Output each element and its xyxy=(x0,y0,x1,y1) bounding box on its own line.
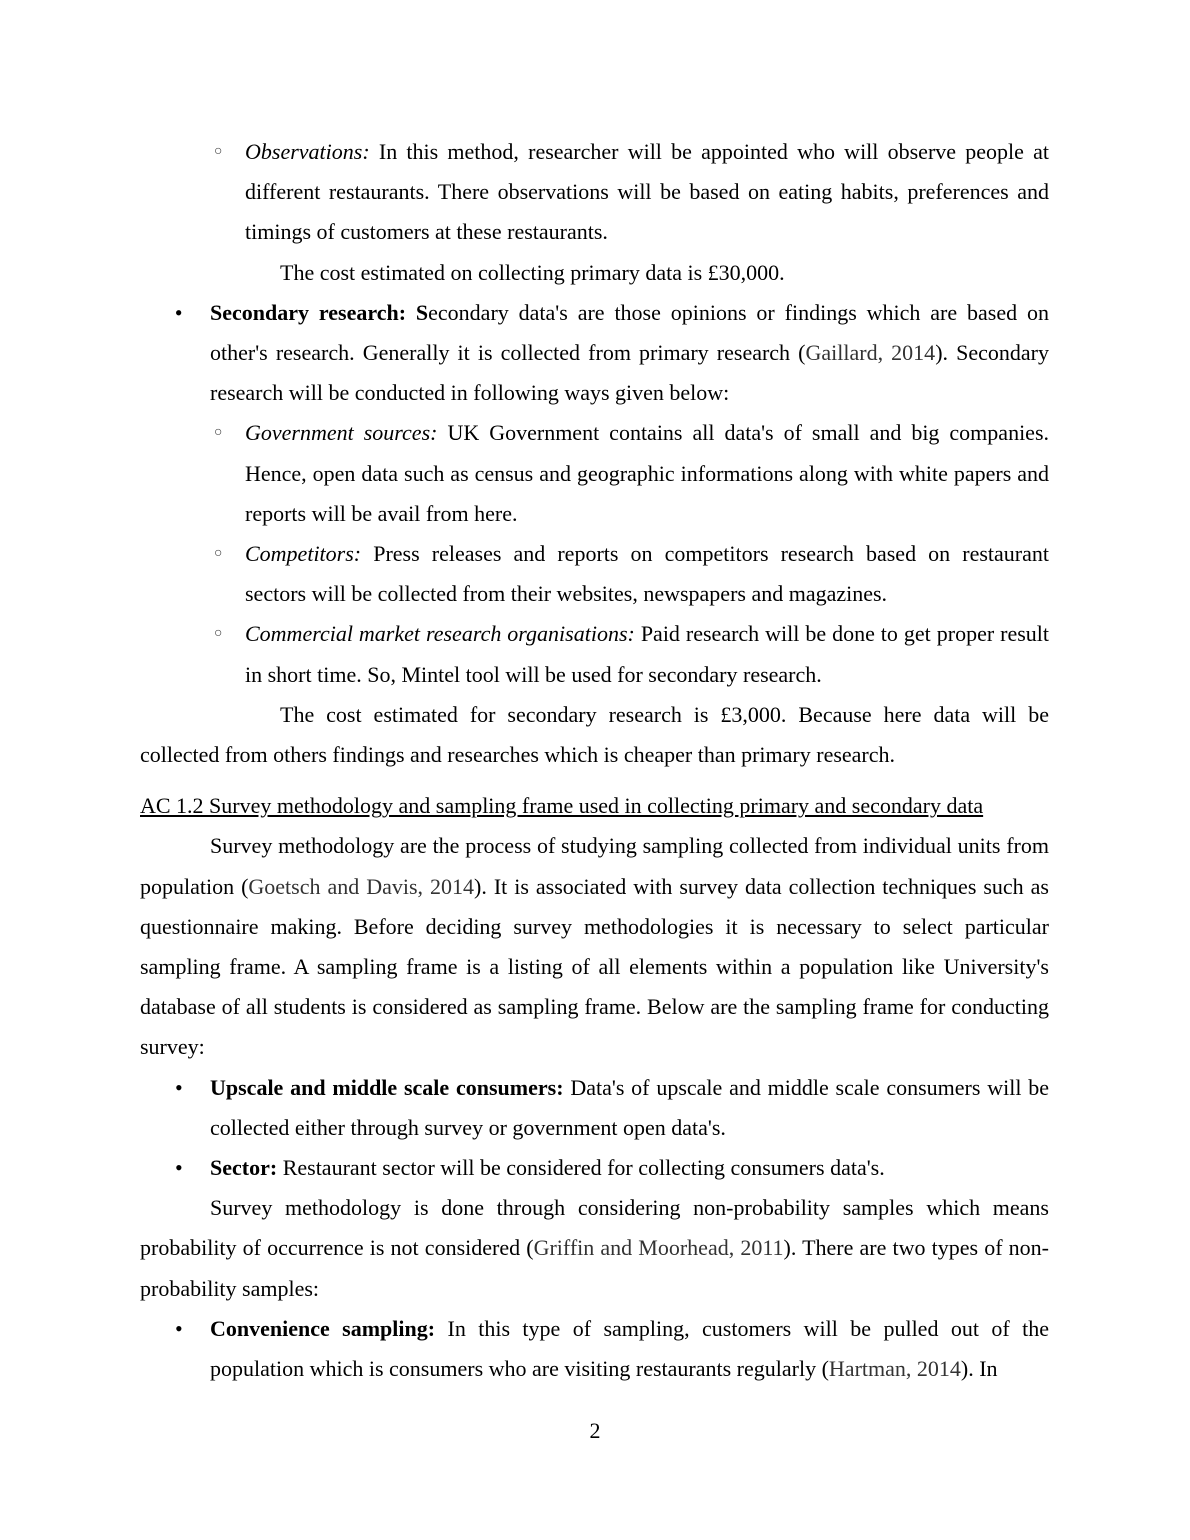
citation: Gaillard, 2014 xyxy=(805,340,936,366)
bullet-sector xyxy=(175,1148,1049,1188)
convenience-label: Convenience sampling: xyxy=(210,1315,436,1341)
secondary-research-text-end: ). Secondary research will be conducted in following ways given below: xyxy=(210,340,1049,406)
government-text: UK Government contains all data's of small and big companies. Hence, open data such as census and geographic informations along with white papers and reports will be avail from here. xyxy=(245,420,1050,526)
survey-text: Survey methodology are the process of studying sampling collected from individual units from population ( xyxy=(140,833,1049,899)
hollow-bullet-icon: ○ xyxy=(214,425,223,441)
sub-item-competitors xyxy=(214,534,1049,614)
convenience-text: In this type of sampling, customers will be pulled out of the population which is consumers who are visiting restaurants regularly ( xyxy=(210,1315,1049,1382)
nonprob-text: Survey methodology is done through considering non-probability samples which means probability of occurrence is not considered ( xyxy=(140,1195,1049,1261)
observations-text: In this method, researcher will be appointed who will observe people at different restaurants. There observations will be based on eating habits, preferences and timings of customers at these restaurants. xyxy=(245,139,1049,245)
commercial-label: Commercial market research organisations: xyxy=(245,621,635,647)
upscale-label: Upscale and middle scale consumers: xyxy=(210,1074,564,1100)
sub-item-commercial xyxy=(214,614,1050,694)
document-body xyxy=(140,132,1049,1389)
filled-bullet-icon: • xyxy=(169,299,188,326)
section-heading-ac12: AC 1.2 Survey methodology and sampling frame used in collecting primary and secondary data xyxy=(140,793,984,819)
sector-text: Restaurant sector will be considered for collecting consumers data's. xyxy=(277,1155,885,1181)
page-number: 2 xyxy=(589,1418,601,1443)
non-probability-paragraph xyxy=(140,1188,1049,1309)
bullet-upscale-consumers xyxy=(175,1068,1049,1148)
hollow-bullet-icon: ○ xyxy=(214,626,223,642)
hollow-bullet-icon: ○ xyxy=(214,546,223,562)
convenience-text-end: ). In xyxy=(960,1356,998,1382)
sub-item-observations xyxy=(214,132,1049,253)
filled-bullet-icon: • xyxy=(175,1155,183,1181)
survey-methodology-paragraph xyxy=(140,826,1049,1067)
filled-bullet-icon: • xyxy=(175,1074,183,1100)
survey-text-end: ). It is associated with survey data collection techniques such as questionnaire making. Before deciding survey methodologies it is necessary to select particular sampling frame. A sampling frame is a listing of all elements within a population like University's database of all students is considered as sampling frame. Below are the sampling frame for conducting survey: xyxy=(140,873,1049,1060)
competitors-text: Press releases and reports on competitors research based on restaurant sectors will be collected from their websites, newspapers and magazines. xyxy=(245,541,1049,607)
secondary-research-label: Secondary research: S xyxy=(210,299,429,325)
commercial-text: Paid research will be done to get proper result in short time. So, Mintel tool will be used for secondary research. xyxy=(245,621,1050,687)
secondary-research-text: econdary data's are those opinions or findings which are based on other's research. Generally it is collected from primary research ( xyxy=(210,299,1049,366)
secondary-cost-paragraph: The cost estimated for secondary research is £3,000. Because here data will be collected from others findings and researches which is cheaper than primary research. xyxy=(140,701,1049,768)
bullet-convenience-sampling xyxy=(175,1309,1049,1389)
competitors-label: Competitors: xyxy=(245,541,362,567)
primary-cost-paragraph: The cost estimated on collecting primary data is £30,000. xyxy=(280,259,785,285)
upscale-text: Data's of upscale and middle scale consumers will be collected either through survey or government open data's. xyxy=(210,1074,1049,1140)
sub-item-government xyxy=(214,413,1050,534)
hollow-bullet-icon: ○ xyxy=(214,144,223,159)
nonprob-text-end: ). There are two types of non-probability samples: xyxy=(140,1235,1050,1301)
citation: Goetsch and Davis, 2014 xyxy=(248,873,475,899)
government-label: Government sources: xyxy=(245,420,438,446)
citation: Hartman, 2014 xyxy=(828,1356,961,1382)
citation: Griffin and Moorhead, 2011 xyxy=(533,1235,784,1261)
observations-label: Observations: xyxy=(245,139,370,164)
bullet-secondary-research xyxy=(169,293,1049,414)
filled-bullet-icon: • xyxy=(175,1315,183,1341)
sector-label: Sector: xyxy=(210,1155,278,1181)
